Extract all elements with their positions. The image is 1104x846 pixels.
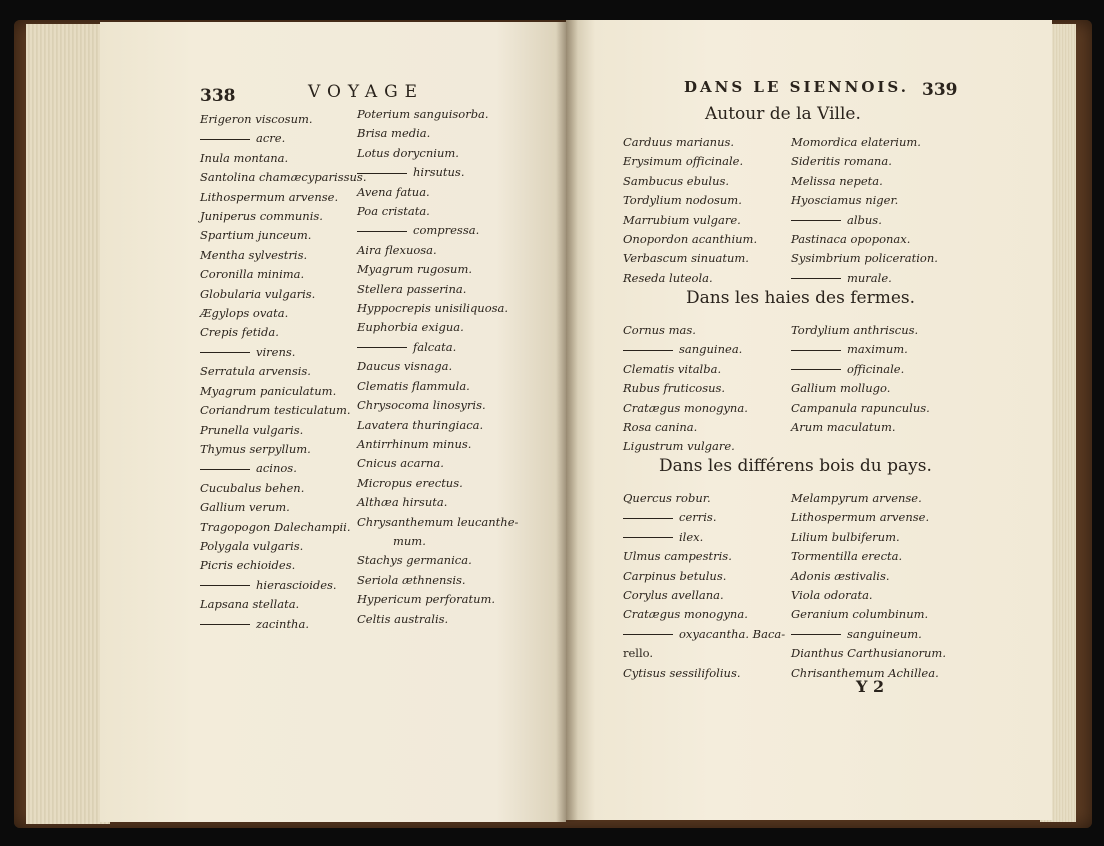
ditto-dash — [200, 139, 250, 140]
species-entry: Clematis flammula. — [357, 378, 470, 393]
ditto-dash — [200, 624, 250, 625]
species-entry: Poterium sanguisorba. — [357, 107, 489, 121]
species-entry: Lotus dorycnium. — [357, 145, 459, 160]
species-entry: Lavatera thuringiaca. — [357, 417, 484, 432]
species-entry: Globularia vulgaris. — [200, 286, 316, 301]
species-column-2 — [791, 321, 930, 437]
species-entry — [791, 211, 938, 230]
ditto-dash — [791, 350, 841, 351]
species-entry: Santolina chamæcyparissus. — [200, 170, 367, 185]
species-entry: Viola odorata. — [791, 588, 873, 603]
species-name: acinos. — [256, 461, 297, 476]
species-entry — [200, 129, 366, 148]
species-entry: Quercus robur. — [623, 491, 711, 505]
ditto-dash — [200, 352, 250, 353]
ditto-dash — [623, 518, 673, 519]
ditto-dash — [200, 469, 250, 470]
species-entry: Campanula rapunculus. — [791, 400, 930, 415]
ditto-dash — [791, 220, 841, 221]
species-entry: Serratula arvensis. — [200, 364, 311, 379]
species-entry: Lilium bulbiferum. — [791, 529, 900, 544]
running-head: DANS LE SIENNOIS. — [684, 78, 909, 96]
ditto-dash — [791, 278, 841, 279]
species-entry: Marrubium vulgare. — [623, 212, 741, 227]
ditto-dash — [623, 634, 673, 635]
ditto-dash — [357, 173, 407, 174]
species-entry: Brisa media. — [357, 126, 431, 141]
species-entry: Inula montana. — [200, 150, 289, 165]
species-name: hierascioides. — [256, 577, 337, 592]
section-heading: Dans les haies des fermes. — [686, 288, 916, 308]
species-entry: Cytisus sessilifolius. — [623, 665, 741, 680]
species-name: hirsutus. — [413, 165, 465, 180]
species-entry — [791, 625, 946, 644]
species-entry: Coronilla minima. — [200, 267, 305, 282]
species-column-1 — [623, 489, 785, 683]
species-entry: Lapsana stellata. — [200, 597, 300, 612]
species-entry — [357, 163, 518, 182]
species-entry: Melampyrum arvense. — [791, 491, 922, 505]
species-entry: Ulmus campestris. — [623, 549, 732, 564]
species-entry: Sideritis romana. — [791, 154, 892, 169]
species-entry: Chrisanthemum Achillea. — [791, 665, 939, 680]
species-entry: Onopordon acanthium. — [623, 232, 758, 247]
species-entry: Euphorbia exigua. — [357, 320, 464, 335]
species-entry: Cratægus monogyna. — [623, 607, 748, 622]
species-entry: Lithospermum arvense. — [200, 189, 339, 204]
signature-mark: Y 2 — [856, 677, 885, 696]
species-entry — [791, 360, 930, 379]
species-entry: Aira flexuosa. — [357, 242, 437, 257]
species-entry: Ægylops ovata. — [200, 306, 289, 321]
species-entry: Avena fatua. — [357, 184, 430, 199]
species-name: officinale. — [847, 361, 905, 376]
ditto-dash — [623, 537, 673, 538]
species-entry: Spartium junceum. — [200, 228, 312, 243]
species-entry: Erigeron viscosum. — [200, 112, 313, 126]
species-entry — [623, 340, 748, 359]
species-entry: Cucubalus behen. — [200, 480, 305, 495]
species-entry — [623, 508, 785, 527]
species-entry: Ligustrum vulgare. — [623, 439, 735, 454]
species-name: albus. — [847, 212, 882, 227]
species-entry: Gallium verum. — [200, 500, 290, 515]
species-entry — [623, 625, 785, 644]
species-entry: Juniperus communis. — [200, 209, 323, 224]
species-entry: Prunella vulgaris. — [200, 422, 304, 437]
species-entry: Mentha sylvestris. — [200, 247, 308, 262]
species-entry — [623, 528, 785, 547]
species-entry: Carpinus betulus. — [623, 568, 727, 583]
species-entry: Chrysocoma linosyris. — [357, 398, 486, 413]
species-entry: Picris echioides. — [200, 558, 296, 573]
page-edges-left — [26, 24, 110, 824]
species-name: cerris. — [679, 510, 717, 525]
species-entry: Antirrhinum minus. — [357, 436, 472, 451]
species-name: falcata. — [413, 339, 457, 354]
species-entry — [791, 269, 938, 288]
species-entry: Myagrum paniculatum. — [200, 383, 337, 398]
species-entry: Cratægus monogyna. — [623, 400, 748, 415]
species-entry: Erysimum officinale. — [623, 154, 744, 169]
species-entry: Stachys germanica. — [357, 553, 472, 568]
species-name: compressa. — [413, 223, 480, 238]
species-entry: Verbascum sinuatum. — [623, 251, 749, 266]
species-entry: Cornus mas. — [623, 323, 696, 337]
species-entry: Tragopogon Dalechampii. — [200, 519, 351, 534]
ditto-dash — [357, 347, 407, 348]
right-page — [566, 20, 1052, 820]
species-entry: Gallium mollugo. — [791, 381, 891, 396]
species-entry: Thymus serpyllum. — [200, 441, 311, 456]
book-gutter — [556, 20, 578, 822]
species-entry: Pastinaca opoponax. — [791, 232, 911, 247]
species-entry: Chrysanthemum leucanthe- — [357, 514, 519, 529]
left-page — [100, 22, 566, 822]
species-entry: Cnicus acarna. — [357, 456, 444, 471]
species-entry: Dianthus Carthusianorum. — [791, 646, 946, 661]
species-entry: Tordylium nodosum. — [623, 193, 742, 208]
species-entry: Rubus fruticosus. — [623, 381, 726, 396]
species-entry: Carduus marianus. — [623, 135, 735, 149]
species-entry: Adonis æstivalis. — [791, 568, 890, 583]
species-entry: Clematis vitalba. — [623, 361, 722, 376]
species-entry: Hypericum perforatum. — [357, 592, 496, 607]
species-entry: Hyppocrepis unisiliquosa. — [357, 301, 509, 316]
species-entry: Sambucus ebulus. — [623, 173, 730, 188]
species-column-1 — [623, 133, 757, 288]
species-entry: Daucus visnaga. — [357, 359, 453, 374]
species-column-2 — [791, 489, 946, 683]
species-column-1 — [200, 110, 366, 634]
species-entry: Tormentilla erecta. — [791, 549, 903, 564]
ditto-dash — [200, 585, 250, 586]
species-entry — [357, 221, 518, 240]
species-entry — [200, 615, 366, 634]
species-entry: Sysimbrium policeration. — [791, 251, 938, 266]
species-entry — [200, 576, 366, 595]
species-name: maximum. — [847, 342, 908, 357]
species-entry — [357, 338, 518, 357]
species-entry: mum. — [393, 533, 426, 548]
species-entry: rello. — [623, 646, 654, 661]
species-entry — [791, 340, 930, 359]
species-entry: Polygala vulgaris. — [200, 538, 304, 553]
species-name: sanguineum. — [847, 626, 922, 641]
species-name: virens. — [256, 344, 296, 359]
species-entry: Tordylium anthriscus. — [791, 323, 919, 337]
species-entry: Hyosciamus niger. — [791, 193, 899, 208]
ditto-dash — [791, 634, 841, 635]
species-name: ilex. — [679, 529, 704, 544]
species-name: murale. — [847, 270, 892, 285]
species-column-1 — [623, 321, 748, 457]
species-entry: Corylus avellana. — [623, 588, 724, 603]
species-entry — [200, 343, 366, 362]
species-entry — [200, 459, 366, 478]
species-entry: Crepis fetida. — [200, 325, 279, 340]
species-name: sanguinea. — [679, 342, 743, 357]
species-entry: Reseda luteola. — [623, 270, 713, 285]
species-entry: Althæa hirsuta. — [357, 495, 448, 510]
section-heading: Dans les différens bois du pays. — [659, 456, 932, 476]
species-name: acre. — [256, 131, 286, 146]
species-column-2 — [791, 133, 938, 288]
ditto-dash — [791, 369, 841, 370]
species-name: oxyacantha. Baca- — [679, 626, 786, 641]
species-entry: Myagrum rugosum. — [357, 262, 473, 277]
species-entry: Poa cristata. — [357, 204, 430, 219]
species-entry: Lithospermum arvense. — [791, 510, 930, 525]
section-heading: Autour de la Ville. — [705, 104, 861, 124]
ditto-dash — [357, 231, 407, 232]
species-entry: Seriola æthnensis. — [357, 572, 466, 587]
species-name: zacintha. — [256, 616, 309, 631]
species-entry: Micropus erectus. — [357, 475, 463, 490]
page-number: 338 — [200, 86, 236, 106]
page-number: 339 — [922, 80, 958, 100]
species-entry: Celtis australis. — [357, 611, 449, 626]
species-entry: Geranium columbinum. — [791, 607, 929, 622]
species-column-2 — [357, 105, 518, 629]
species-entry: Stellera passerina. — [357, 281, 467, 296]
species-entry: Arum maculatum. — [791, 420, 896, 435]
ditto-dash — [623, 350, 673, 351]
species-entry: Rosa canina. — [623, 420, 698, 435]
species-entry: Melissa nepeta. — [791, 173, 883, 188]
species-entry: Momordica elaterium. — [791, 135, 921, 149]
species-entry: Coriandrum testiculatum. — [200, 403, 351, 418]
running-head: VOYAGE — [308, 82, 425, 102]
